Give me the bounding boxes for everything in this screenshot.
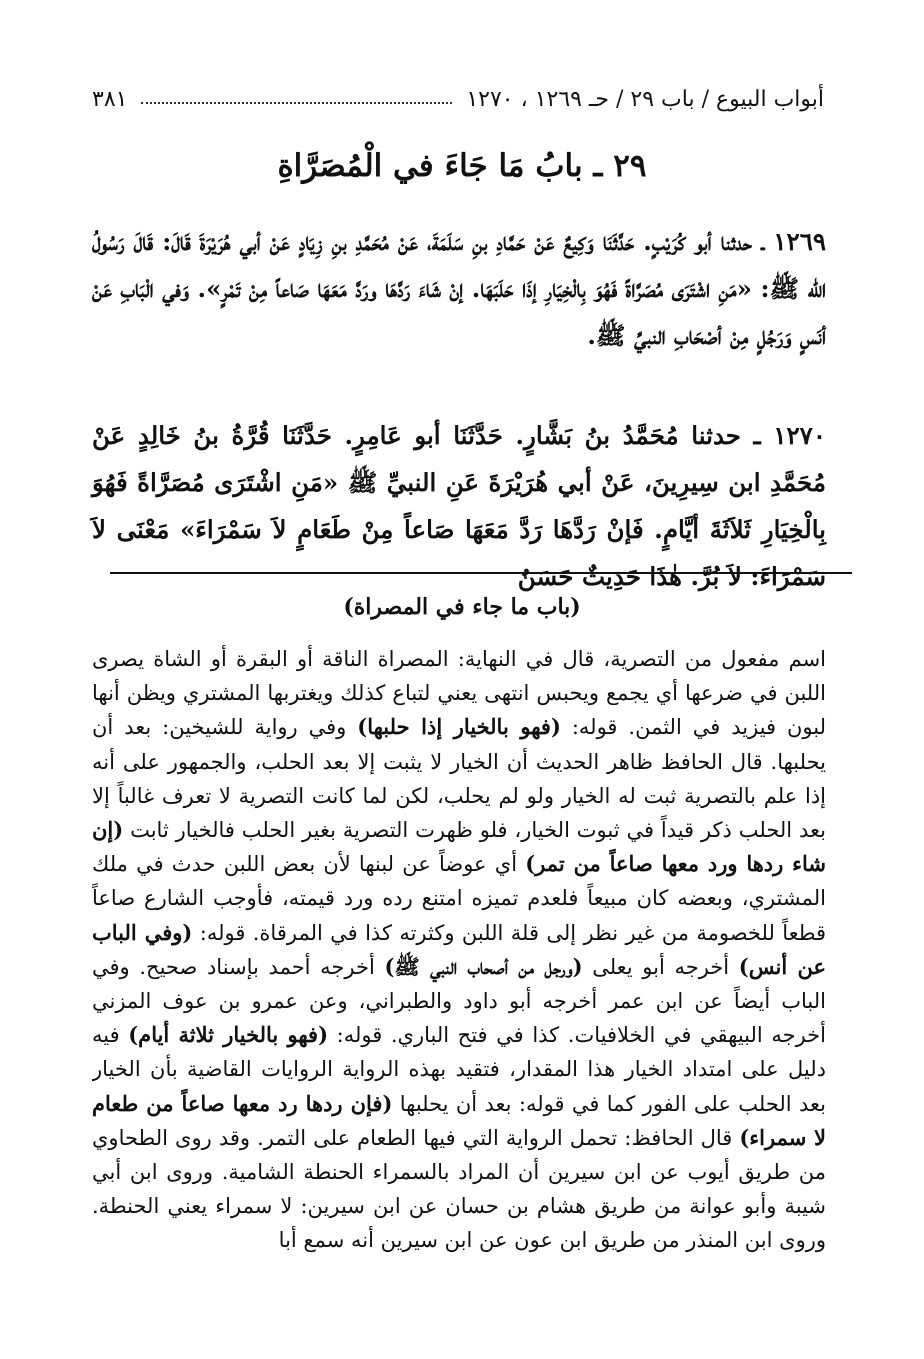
- hadith-number: ١٢٦٩: [773, 227, 827, 256]
- commentary-text: أخرجه أحمد بإسناد صحيح. وفي الباب أيضاً عن ابن عمر أخرجه أبو داود والطبراني، وعن عمرو بن عوف المزني أخرجه البيهقي في الخلافيات. كذا في فتح الباري. قوله:: [92, 954, 826, 1048]
- quoted-phrase: (ورجل من أصحاب النبي ﷺ): [384, 953, 583, 979]
- commentary-title: (باب ما جاء في المصراة): [343, 594, 581, 620]
- quoted-phrase: (وفي الباب عن أنس): [92, 919, 826, 979]
- hadith-text: ـ حدثنا أبو كُرَيْبٍ. حَدَّثَنَا وَكِيعٌ عَنْ حَمَّادِ بنِ سَلَمَةَ، عَنْ مُحَمَّدِ بنِ زِيَادٍ عَنْ أبي هُرَيْرَةَ قَالَ: قَالَ رَسُولُ الله ﷺ: «مَنِ اشْتَرَى مُصَرَّاةً فَهُوَ بِالْخِيَارِ إذَا حَلَبَهَا. إنْ شَاءَ رَدَّهَا ورَدَّ مَعَهَا صَاعاً مِنْ تَمْرٍ». وَفي الْبَابِ عَنْ أنَسٍ وَرَجُلٍ مِنْ أصْحَابِ النبيِّ ﷺ.: [92, 227, 826, 350]
- commentary-text: قال الحافظ: تحمل الرواية التي فيها الطعام على التمر. وقد روى الطحاوي من طريق أيوب عن ابن سيرين أن المراد بالسمراء الحنطة الشامية. وروى ابن أبي شيبة وأبو عوانة من طريق هشام بن حسان عن ابن سيرين: لا سمراء يعني الحنطة. وروى ابن المنذر من طريق ابن عون عن ابن سيرين أنه سمع أبا: [92, 1125, 826, 1253]
- quoted-phrase: (فإن ردها رد معها صاعاً من طعام لا سمراء): [92, 1090, 826, 1150]
- chapter-title: ٢٩ ـ بابُ مَا جَاءَ في الْمُصَرَّاةِ: [277, 148, 647, 184]
- quoted-phrase: (فهو بالخيار إذا حلبها): [357, 714, 561, 740]
- page-number: ٣٨١: [92, 86, 128, 112]
- commentary-body: [92, 642, 826, 1322]
- commentary-text: أي عوضاً عن لبنها لأن بعض اللبن حدث في ملك المشتري، وبعضه كان مبيعاً فلعدم تميزه امتنع رده ورد قيمته، فأوجب الشارع صاعاً قطعاً للخصومة من غير نظر إلى قلة اللبن وكثرته كذا في المرقاة. قوله:: [92, 852, 826, 945]
- quoted-phrase: (فهو بالخيار ثلاثة أيام): [128, 1022, 329, 1048]
- commentary-text: اسم مفعول من التصرية، قال في النهاية: المصراة الناقة أو البقرة أو الشاة يصرى اللبن في ضرعها أي يجمع ويحبس انتهى يعني لتباع كذلك ويغتربها المشتري ويظن أنها لبون فيزيد في الثمن. قوله:: [92, 647, 826, 740]
- quoted-phrase: (إن شاء ردها ورد معها صاعاً من تمر): [92, 817, 826, 877]
- commentary-text: فيه دليل على امتداد الخيار هذا المقدار، فتقيد بهذه الرواية الروايات القاضية بأن الخيار بعد الحلب على الفور كما في قوله: بعد أن يحلبها: [92, 1023, 826, 1116]
- footnote-divider: [110, 572, 852, 574]
- hadith-1269: [92, 218, 826, 359]
- running-header: [92, 82, 824, 116]
- hadith-text: ـ حدثنا مُحَمَّدُ بنُ بَشَّارٍ. حَدَّثَنَا أبو عَامِرٍ. حَدَّثَنَا قُرَّةُ بنُ خَالِدٍ عَنْ مُحَمَّدِ ابن سِيرِينَ، عَنْ أبي هُرَيْرَةَ عَنِ النبيِّ ﷺ «مَنِ اشْتَرَى مُصَرَّاةً فَهُوَ بِالْخِيَارِ ثَلاَثَةَ أيَّامٍ. فَإنْ رَدَّهَا رَدَّ مَعَهَا صَاعاً مِنْ طَعَامٍ لاَ سَمْرَاءَ» مَعْنَى لاَ سَمْرَاءَ: لاَ بُرَّ. هٰذَا حَدِيثٌ حَسَنٌ: [92, 421, 826, 591]
- commentary-text: أخرجه أبو يعلى: [592, 954, 730, 979]
- dotted-leader: [141, 102, 452, 104]
- hadith-number: ١٢٧٠: [773, 421, 826, 450]
- running-title: أبواب البيوع / باب ٢٩ / حـ ١٢٦٩ ، ١٢٧٠: [466, 86, 824, 112]
- commentary-text: وفي رواية للشيخين: بعد أن يحلبها. قال الحافظ ظاهر الحديث أن الخيار لا يثبت إلا بعد الحلب، والجمهور على أنه إذا علم بالتصرية ثبت له الخيار ولو لم يحلب، لكن لما كانت التصرية لا تعرف غالباً إلا بعد الحلب ذكر قيداً في ثبوت الخيار، فلو ظهرت التصرية بغير الحلب فالخيار ثابت: [92, 715, 826, 843]
